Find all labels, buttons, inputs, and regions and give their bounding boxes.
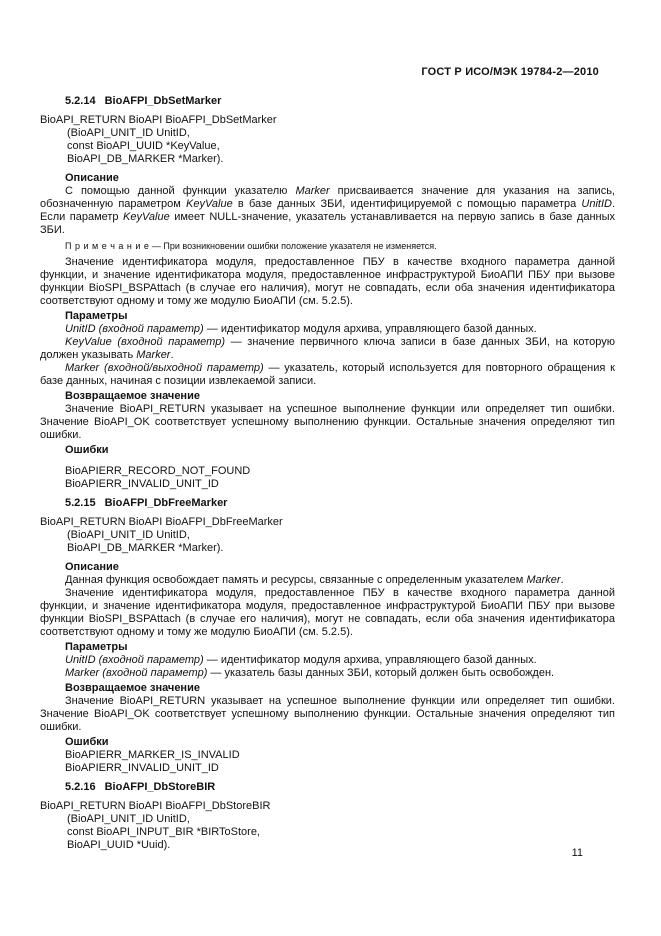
description-label: Описание — [65, 561, 119, 573]
signature-line: (BioAPI_UNIT_ID UnitID, — [67, 813, 190, 825]
parameter-item: UnitID (входной параметр) — идентификатор модуля архива, управляющего базой данных. — [65, 654, 537, 666]
description-paragraph: Данная функция освобождает память и ресурсы, связанные с определенным указателем Marker. — [65, 574, 564, 586]
return-value-label: Возвращаемое значение — [65, 390, 200, 402]
errors-label: Ошибки — [65, 444, 109, 456]
function-signature-dbfreemarker — [40, 516, 615, 555]
signature-line: BioAPI_RETURN BioAPI BioAFPI_DbSetMarker — [40, 114, 277, 126]
error-code: BioAPIERR_INVALID_UNIT_ID — [65, 478, 219, 490]
signature-line: const BioAPI_UUID *KeyValue, — [67, 140, 220, 152]
return-paragraph: Значение BioAPI_RETURN указывает на успешное выполнение функции или определяет тип ошибки. Значение BioAPI_OK соответствует успешному выполнению функции. Остальные значения определяют тип ошибки. — [40, 695, 615, 733]
parameter-item: Marker (входной параметр) — указатель базы данных ЗБИ, который должен быть освобожден. — [65, 667, 555, 679]
signature-line: const BioAPI_INPUT_BIR *BIRToStore, — [67, 826, 260, 838]
signature-line: BioAPI_RETURN BioAPI BioAFPI_DbFreeMarker — [40, 516, 283, 528]
section-number: 5.2.16 — [65, 781, 96, 793]
signature-line: BioAPI_UUID *Uuid). — [67, 839, 171, 851]
error-code: BioAPIERR_INVALID_UNIT_ID — [65, 762, 219, 774]
error-code: BioAPIERR_MARKER_IS_INVALID — [65, 749, 240, 761]
section-number: 5.2.14 — [65, 95, 96, 107]
signature-line: BioAPI_DB_MARKER *Marker). — [67, 153, 224, 165]
description-paragraph: Значение идентификатора модуля, предоставленное ПБУ в качестве входного параметра данной функции, и значение идентификатора модуля, предоставленное инфраструктурой БиоАПИ ПБУ при вызове функции BioSPI_BSPAttach (в случае его наличия), могут не совпадать, если оба значения идентификатора соответствуют одному и тому же модулю БиоАПИ (см. 5.2.5). — [40, 587, 615, 638]
section-heading-5-2-14 — [40, 95, 615, 108]
section-title: BioAFPI_DbStoreBIR — [104, 781, 216, 793]
section-number: 5.2.15 — [65, 497, 96, 509]
function-signature-dbsetmarker — [40, 114, 615, 166]
return-value-label: Возвращаемое значение — [65, 682, 200, 694]
section-heading-5-2-16 — [40, 781, 615, 794]
note-text: — При возникновении ошибки положение указателя не изменяется. — [149, 241, 437, 251]
error-code: BioAPIERR_RECORD_NOT_FOUND — [65, 465, 251, 477]
page-number: 11 — [571, 847, 583, 859]
function-signature-dbstorebir — [40, 800, 615, 852]
description-label: Описание — [65, 172, 119, 184]
signature-line: (BioAPI_UNIT_ID UnitID, — [67, 529, 190, 541]
signature-line: (BioAPI_UNIT_ID UnitID, — [67, 127, 190, 139]
signature-line: BioAPI_RETURN BioAPI BioAFPI_DbStoreBIR — [40, 800, 271, 812]
page-content — [40, 66, 615, 858]
note-label: П р и м е ч а н и е — [65, 241, 150, 251]
parameter-item: Marker (входной/выходной параметр) — указатель, который используется для повторного обращения к базе данных, начиная с позиции извлекаемой записи. — [40, 362, 615, 387]
parameters-label: Параметры — [65, 310, 128, 322]
section-title: BioAFPI_DbFreeMarker — [104, 497, 228, 509]
running-header: ГОСТ Р ИСО/МЭК 19784-2—2010 — [421, 66, 599, 78]
section-heading-5-2-15 — [40, 497, 615, 510]
description-paragraph: С помощью данной функции указателю Marker присваивается значение для указания на запись, обозначенную параметром KeyValue в базе данных ЗБИ, идентифицируемой с помощью параметра UnitID. Если параметр KeyValue имеет NULL-значение, указатель устанавливается на первую запись в базе данных ЗБИ. — [40, 185, 616, 236]
note — [40, 241, 615, 252]
section-title: BioAFPI_DbSetMarker — [104, 95, 222, 107]
return-paragraph: Значение BioAPI_RETURN указывает на успешное выполнение функции или определяет тип ошибки. Значение BioAPI_OK соответствует успешному выполнению функции. Остальные значения определяют тип ошибки. — [40, 403, 615, 441]
signature-line: BioAPI_DB_MARKER *Marker). — [67, 542, 224, 554]
errors-label: Ошибки — [65, 736, 109, 748]
parameter-item: KeyValue (входной параметр) — значение первичного ключа записи в базе данных ЗБИ, на которую должен указывать Marker. — [40, 336, 615, 361]
parameters-label: Параметры — [65, 641, 128, 653]
parameter-item: UnitID (входной параметр) — идентификатор модуля архива, управляющего базой данных. — [65, 323, 537, 335]
description-paragraph: Значение идентификатора модуля, предоставленное ПБУ в качестве входного параметра данной функции, и значение идентификатора модуля, предоставленное инфраструктурой БиоАПИ ПБУ при вызове функции BioSPI_BSPAttach (в случае его наличия), могут не совпадать, если оба значения идентификатора соответствуют одному и тому же модулю БиоАПИ (см. 5.2.5). — [40, 256, 615, 307]
